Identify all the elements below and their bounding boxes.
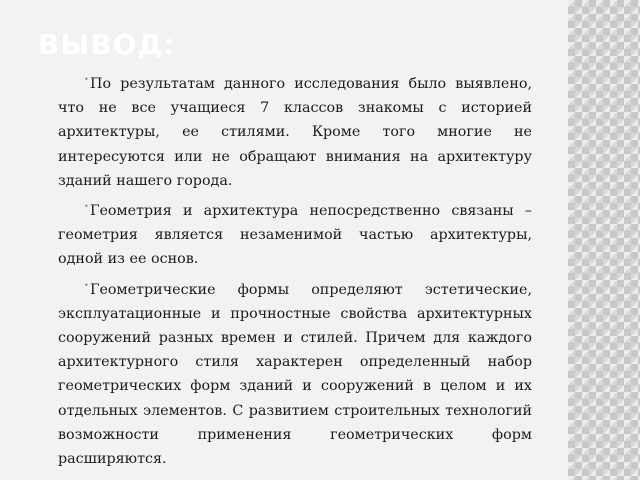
bullet-paragraph-3: [58, 278, 532, 472]
slide-body: [58, 72, 532, 477]
bullet-icon: •: [84, 202, 89, 212]
paragraph-text-1: По результатам данного исследования было выявлено, что не все учащиеся 7 классов знакомы с историей архитектуры, ее стилями. Кроме того многие не интересуются или не обращают внимания на архитектуру зданий нашего города.: [58, 76, 532, 189]
slide-title: ВЫВОД:: [38, 28, 176, 61]
decorative-side-pattern: [568, 0, 640, 480]
bullet-paragraph-1: [58, 72, 532, 193]
bullet-icon: •: [84, 75, 89, 84]
bullet-icon: •: [84, 280, 89, 290]
paragraph-text-3: Геометрические формы определяют эстетические, эксплуатационные и прочностные свойства архитектурных сооружений разных времен и стилей. Причем для каждого архитектурного стиля характерен определенный набор геометрических форм зданий и сооружений в целом и их отдельных элементов. С развитием строительных технологий возможности применения геометрических форм расширяются.: [58, 281, 532, 468]
bullet-paragraph-2: [58, 199, 532, 272]
paragraph-text-2: Геометрия и архитектура непосредственно связаны – геометрия является незаменимой частью архитектуры, одной из ее основ.: [58, 203, 532, 268]
